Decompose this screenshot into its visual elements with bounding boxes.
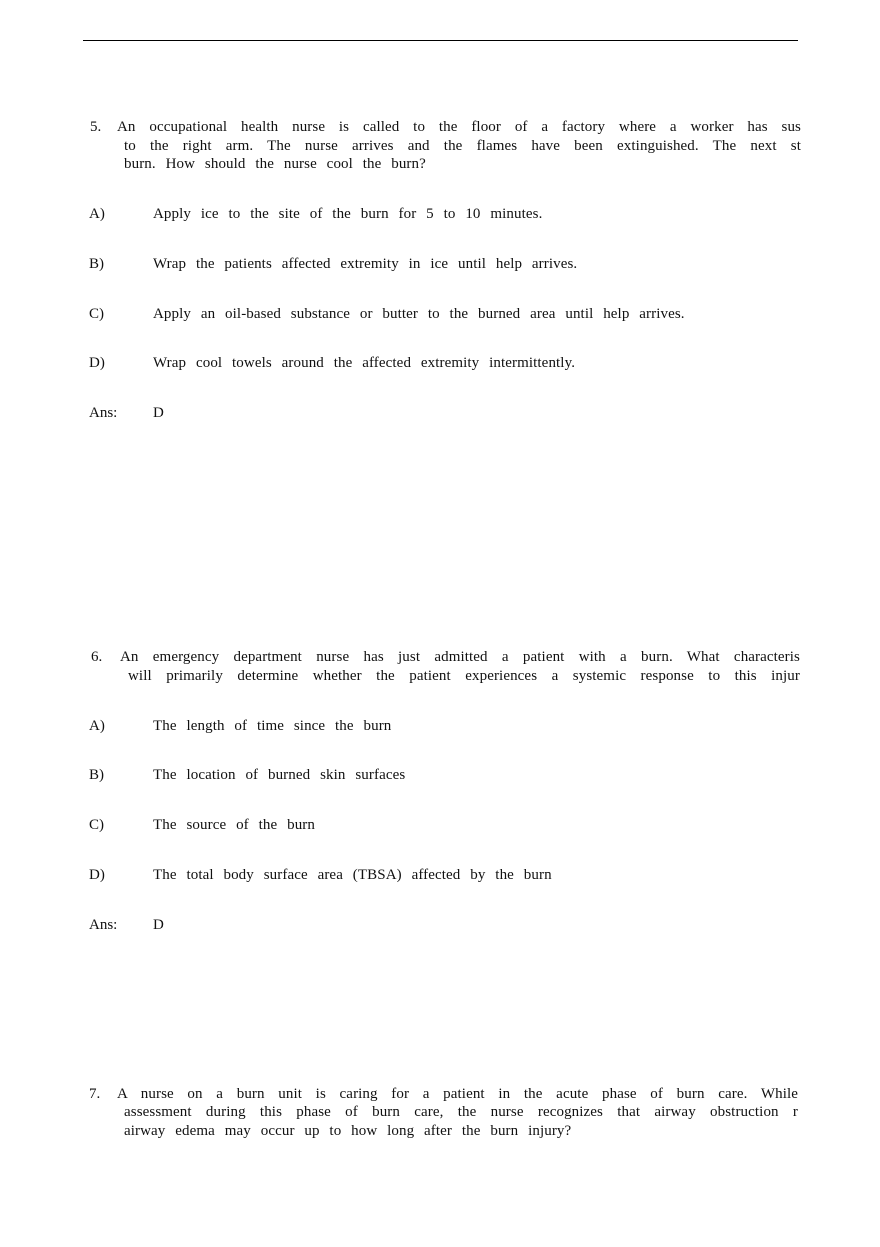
option-label: C) bbox=[89, 306, 104, 322]
option-label: A) bbox=[89, 718, 105, 734]
answer-value: D bbox=[153, 917, 164, 933]
question-text-line-1: An emergency department nurse has just admitted a patient with a burn. What characteris bbox=[120, 649, 800, 665]
option-label: D) bbox=[89, 355, 105, 371]
question-text-line-3: airway edema may occur up to how long after the burn injury? bbox=[124, 1123, 572, 1139]
answer-label: Ans: bbox=[89, 917, 118, 933]
answer-value: D bbox=[153, 405, 164, 421]
question-text-line-3: burn. How should the nurse cool the burn? bbox=[124, 156, 426, 172]
option-text: The source of the burn bbox=[153, 817, 315, 833]
question-text-line-1: An occupational health nurse is called to the floor of a factory where a worker has sus bbox=[117, 119, 801, 135]
option-text: The length of time since the burn bbox=[153, 718, 392, 734]
question-text-line-2: to the right arm. The nurse arrives and the flames have been extinguished. The next st bbox=[124, 138, 801, 154]
question-number: 7. bbox=[89, 1086, 101, 1102]
question-text-line-2: will primarily determine whether the patient experiences a systemic response to this injur bbox=[128, 668, 800, 684]
question-number: 6. bbox=[91, 649, 103, 665]
answer-label: Ans: bbox=[89, 405, 118, 421]
option-text: Apply ice to the site of the burn for 5 to 10 minutes. bbox=[153, 206, 543, 222]
option-text: Wrap cool towels around the affected extremity intermittently. bbox=[153, 355, 576, 371]
option-label: B) bbox=[89, 256, 104, 272]
option-label: D) bbox=[89, 867, 105, 883]
option-label: C) bbox=[89, 817, 104, 833]
question-text-line-1: A nurse on a burn unit is caring for a patient in the acute phase of burn care. While bbox=[117, 1086, 798, 1102]
question-number: 5. bbox=[90, 119, 102, 135]
option-text: The location of burned skin surfaces bbox=[153, 767, 406, 783]
option-text: Apply an oil-based substance or butter to the burned area until help arrives. bbox=[153, 306, 685, 322]
option-text: The total body surface area (TBSA) affected by the burn bbox=[153, 867, 552, 883]
option-text: Wrap the patients affected extremity in ice until help arrives. bbox=[153, 256, 578, 272]
question-text-line-2: assessment during this phase of burn care, the nurse recognizes that airway obstruction r bbox=[124, 1104, 798, 1120]
header-rule bbox=[83, 40, 798, 41]
option-label: B) bbox=[89, 767, 104, 783]
option-label: A) bbox=[89, 206, 105, 222]
